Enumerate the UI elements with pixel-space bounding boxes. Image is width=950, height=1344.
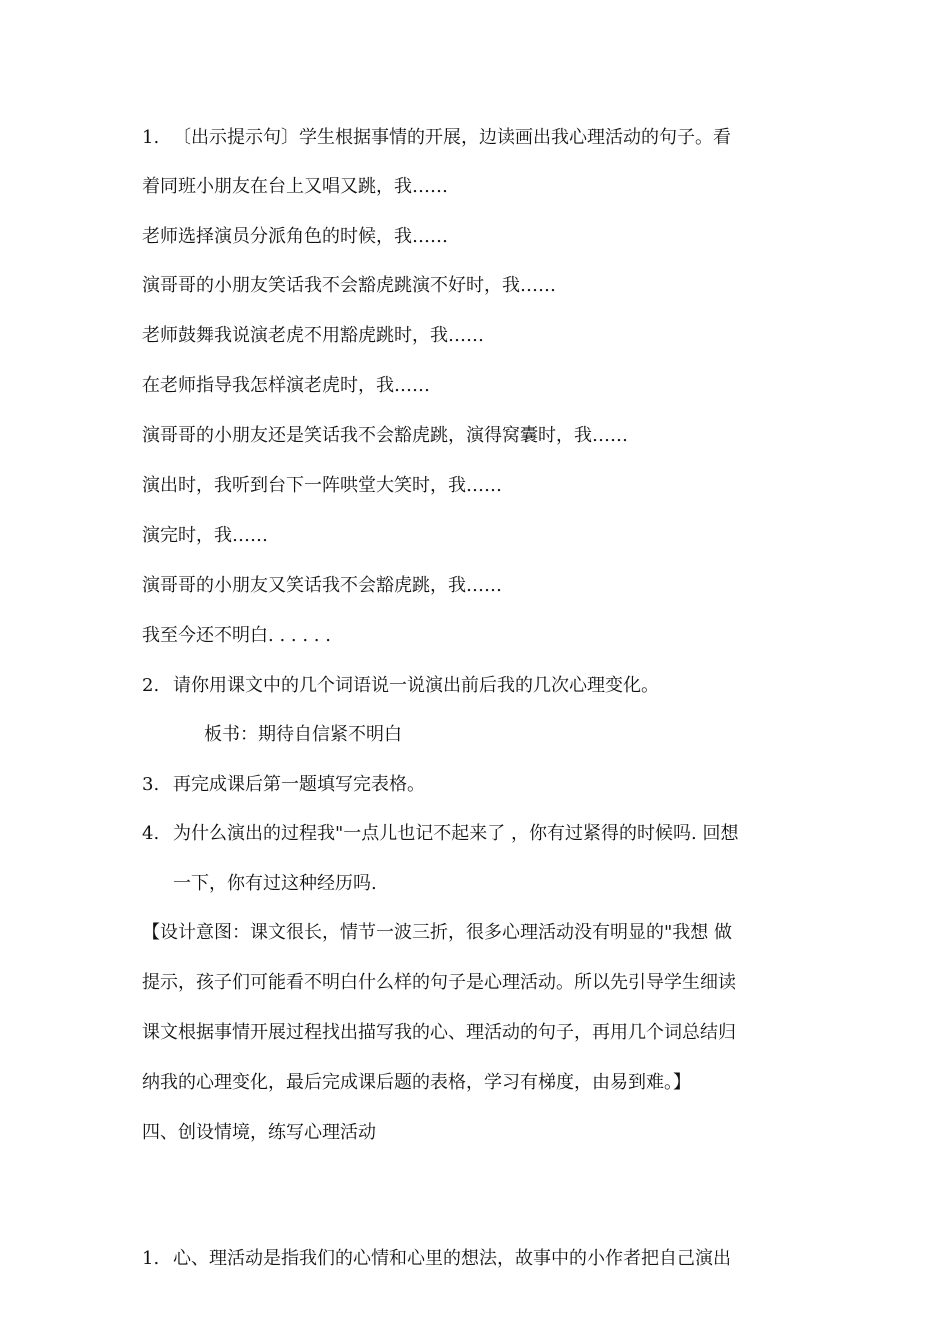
prompt-line: 老师选择演员分派角色的时候，我……: [142, 226, 448, 247]
prompt-line: 在老师指导我怎样演老虎时，我……: [142, 375, 430, 396]
design-intent-line: 课文根据事情开展过程找出描写我的心、理活动的句子，再用几个词总结归: [142, 1022, 736, 1043]
board-notes: 板书：期待自信紧不明白: [204, 724, 402, 745]
item-3: [142, 773, 818, 797]
item-4-line-1: [142, 822, 818, 846]
prompt-line: 我至今还不明白. . . . . .: [142, 625, 331, 646]
prompt-line: 演完时，我……: [142, 525, 268, 546]
prompt-line: 演出时，我听到台下一阵哄堂大笑时，我……: [142, 475, 502, 496]
item-text: 请你用课文中的几个词语说一说演出前后我的几次心理变化。: [173, 675, 659, 696]
item-1-line-1: [142, 126, 818, 150]
section-4-heading: 四、创设情境，练写心理活动: [142, 1122, 376, 1143]
item-text: 再完成课后第一题填写完表格。: [173, 774, 425, 795]
design-intent-line: 提示，孩子们可能看不明白什么样的句子是心理活动。所以先引导学生细读: [142, 972, 736, 993]
design-intent-line: 【设计意图：课文很长，情节一波三折，很多心理活动没有明显的"我想 做: [142, 922, 732, 943]
design-intent-line: 纳我的心理变化，最后完成课后题的表格，学习有梯度，由易到难。】: [142, 1072, 691, 1093]
item-number: 1.: [142, 127, 160, 148]
item-text: 〔出示提示句〕学生根据事情的开展，边读画出我心理活动的句子。看: [173, 127, 731, 148]
item-2: [142, 674, 818, 698]
item-number: 2.: [142, 675, 160, 696]
item-number: 3.: [142, 774, 160, 795]
item-number: 1.: [142, 1248, 160, 1269]
prompt-line: 演哥哥的小朋友还是笑话我不会豁虎跳，演得窝囊时，我……: [142, 425, 628, 446]
section-4-item-1: [142, 1247, 818, 1271]
item-text: 为什么演出的过程我"一点儿也记不起来了 ，你有过紧得的时候吗. 回想: [173, 823, 739, 844]
item-4-line-2: 一下，你有过这种经历吗.: [173, 873, 377, 894]
prompt-line: 演哥哥的小朋友又笑话我不会豁虎跳，我……: [142, 575, 502, 596]
prompt-line: 演哥哥的小朋友笑话我不会豁虎跳演不好时，我……: [142, 275, 556, 296]
prompt-line: 老师鼓舞我说演老虎不用豁虎跳时，我……: [142, 325, 484, 346]
item-text: 心、理活动是指我们的心情和心里的想法，故事中的小作者把自己演出: [173, 1248, 731, 1269]
item-1-line-2: 着同班小朋友在台上又唱又跳，我……: [142, 176, 448, 197]
item-number: 4.: [142, 823, 160, 844]
